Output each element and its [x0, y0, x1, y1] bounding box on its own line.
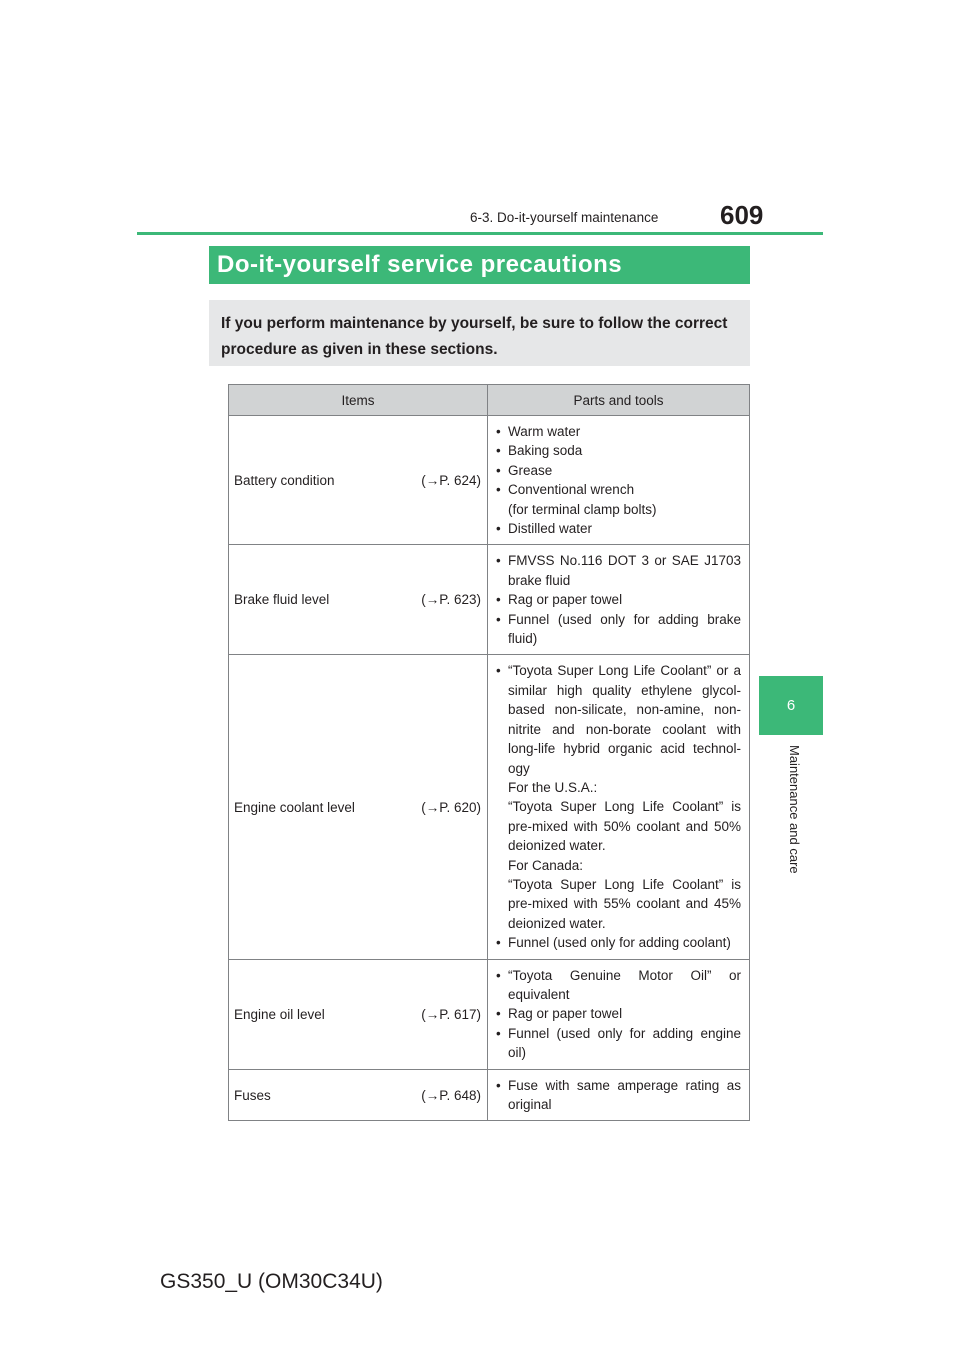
item-name: Battery condition [234, 472, 335, 488]
item-cell [229, 416, 488, 545]
page-number: 609 [720, 200, 764, 230]
footer-model-code: GS350_U (OM30C34U) [160, 1270, 383, 1293]
table-row [229, 959, 750, 1069]
page-reference[interactable]: (→P. 617) [421, 1006, 481, 1022]
chapter-title: Maintenance and care [787, 745, 802, 874]
table-row [229, 416, 750, 545]
item-name: Fuses [234, 1087, 271, 1103]
item-cell [229, 1069, 488, 1121]
list-item: • “Toyota Genuine Motor Oil” or equivalent [496, 966, 741, 1005]
item-cell [229, 959, 488, 1069]
list-item: • Baking soda [496, 441, 741, 460]
list-item: • “Toyota Super Long Life Coolant” or a similar high quality ethylene glycol-based non-silicate, non-amine, non-nitrite and non-borate coolant with long-life hybrid organic acid technol-ogy For the U.S.A.: “Toyota Super Long Life Coolant” is pre-mixed with 50% coolant and 50% deionized water. For Canada: “Toyota Super Long Life Coolant” is pre-mixed with 55% coolant and 45% deionized water. [496, 661, 741, 933]
service-table [228, 384, 750, 1121]
page-reference[interactable]: (→P. 620) [421, 799, 481, 815]
column-header-parts: Parts and tools [488, 385, 750, 416]
item-cell [229, 545, 488, 655]
intro-text: If you perform maintenance by yourself, be sure to follow the correct procedure as given in these sections. [209, 300, 750, 366]
table-header-row [229, 385, 750, 416]
table-row [229, 1069, 750, 1121]
column-header-items: Items [229, 385, 488, 416]
header-rule [137, 232, 823, 235]
item-name: Engine oil level [234, 1006, 325, 1022]
page-reference[interactable]: (→P. 648) [421, 1087, 481, 1103]
list-item: • Warm water [496, 422, 741, 441]
page-reference[interactable]: (→P. 623) [421, 592, 481, 608]
list-item: • Distilled water [496, 519, 741, 538]
page-title: Do-it-yourself service precautions [209, 246, 750, 284]
parts-cell [488, 1069, 750, 1121]
list-item: • Funnel (used only for adding engine oil) [496, 1024, 741, 1063]
list-item: • Rag or paper towel [496, 590, 741, 609]
table-row [229, 655, 750, 959]
list-item: • Funnel (used only for adding brake fluid) [496, 610, 741, 649]
table-row [229, 545, 750, 655]
list-item: • Conventional wrench (for terminal clamp bolts) [496, 480, 741, 519]
list-item: • FMVSS No.116 DOT 3 or SAE J1703 brake fluid [496, 551, 741, 590]
header-section-title: 6-3. Do-it-yourself maintenance [470, 210, 659, 225]
item-name: Engine coolant level [234, 799, 355, 815]
chapter-tab[interactable] [759, 676, 823, 735]
list-item: • Grease [496, 461, 741, 480]
list-item: • Funnel (used only for adding coolant) [496, 933, 741, 952]
parts-cell [488, 545, 750, 655]
parts-cell [488, 959, 750, 1069]
item-name: Brake fluid level [234, 592, 330, 608]
page-reference[interactable]: (→P. 624) [421, 472, 481, 488]
list-item: • Fuse with same amperage rating as original [496, 1076, 741, 1115]
parts-cell [488, 416, 750, 545]
item-cell [229, 655, 488, 959]
chapter-number: 6 [786, 697, 796, 714]
list-item: • Rag or paper towel [496, 1004, 741, 1023]
parts-cell [488, 655, 750, 959]
